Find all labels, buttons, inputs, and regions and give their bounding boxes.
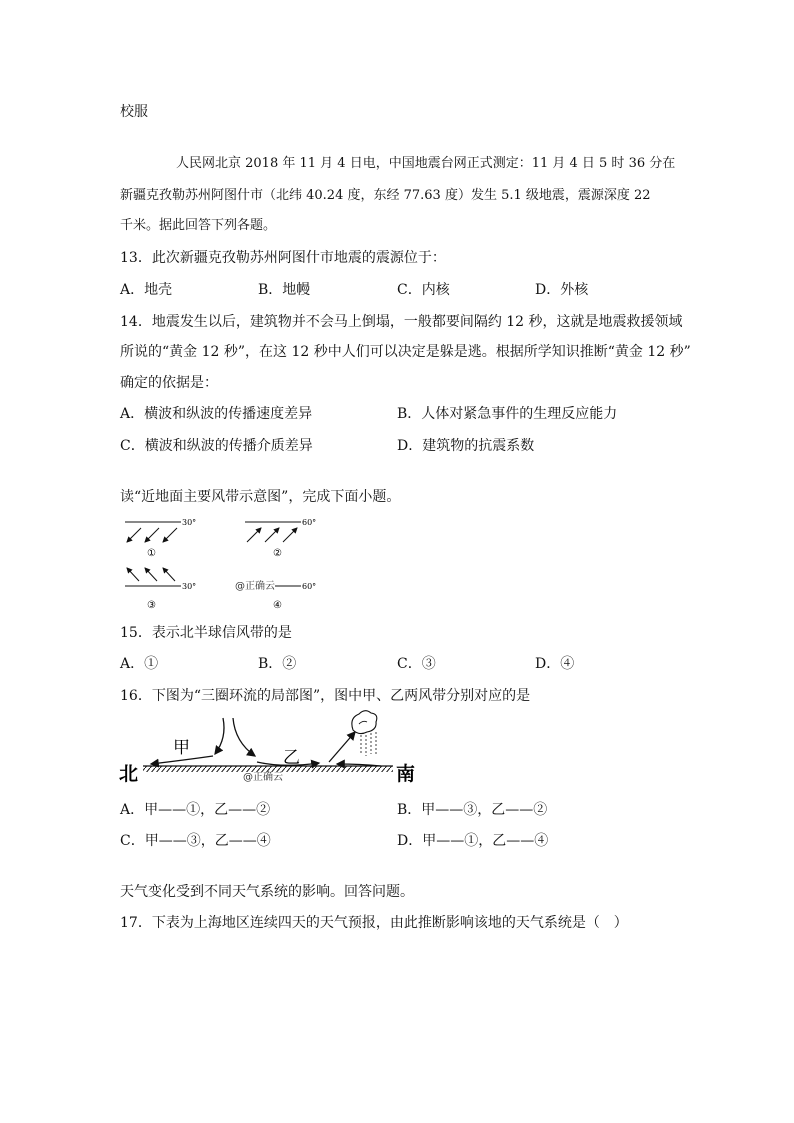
q15-option-c[interactable]: C．③ <box>397 656 436 672</box>
q14-line2: 所说的“黄金 12 秒”，在这 12 秒中人们可以决定是躲是逃。根据所学知识推断“黄金 12 秒” <box>120 344 691 360</box>
q16-option-c[interactable]: C．甲——③，乙——④ <box>120 833 271 849</box>
rain-icon <box>361 732 376 756</box>
fig1-label-1: ① <box>147 548 156 559</box>
q15-option-b[interactable]: B．② <box>258 656 297 672</box>
header-school: 校服 <box>120 104 148 120</box>
q13-option-d[interactable]: D．外核 <box>535 282 589 298</box>
fig2-watermark: @正确云 <box>243 772 283 783</box>
fig2-north-label: 北 <box>119 763 139 785</box>
q14-option-d[interactable]: D．建筑物的抗震系数 <box>397 438 535 454</box>
q15-option-a[interactable]: A．① <box>120 656 159 672</box>
q16-option-a[interactable]: A．甲——①，乙——② <box>120 802 271 818</box>
q14-option-b[interactable]: B．人体对紧急事件的生理反应能力 <box>397 406 618 422</box>
fig1-lat-60-b: 60° <box>302 582 317 591</box>
fig2-jia-label: 甲 <box>173 738 190 758</box>
q14-option-c[interactable]: C．横波和纵波的传播介质差异 <box>120 438 313 454</box>
q16-option-d[interactable]: D．甲——①，乙——④ <box>397 833 549 849</box>
fig2-yi-label: 乙 <box>283 748 300 768</box>
fig1-watermark: @正确云 <box>235 581 275 592</box>
fig1-label-2: ② <box>273 548 282 559</box>
fig1-lat-30-a: 30° <box>182 518 197 527</box>
q14-line3: 确定的依据是： <box>120 375 218 391</box>
q16-option-b[interactable]: B．甲——③，乙——② <box>397 802 548 818</box>
q13-stem: 13．此次新疆克孜勒苏州阿图什市地震的震源位于： <box>120 250 446 266</box>
passage1-line3: 千米。据此回答下列各题。 <box>120 218 277 233</box>
fig1-lat-30-b: 30° <box>182 582 197 591</box>
q15-option-d[interactable]: D．④ <box>535 656 575 672</box>
fig1-label-4: ④ <box>273 600 282 611</box>
passage1-line1: 人民网北京 2018 年 11 月 4 日电，中国地震台网正式测定：11 月 4 日 5 时 36 分在 <box>176 156 676 171</box>
fig1-label-3: ③ <box>147 600 156 611</box>
fig2-south-label: 南 <box>396 763 416 785</box>
wind-belt-diagram <box>115 512 330 614</box>
fig1-lat-60-a: 60° <box>302 518 317 527</box>
q13-option-a[interactable]: A．地壳 <box>120 282 173 298</box>
q14-line1: 14．地震发生以后，建筑物并不会马上倒塌，一般都要间隔约 12 秒，这就是地震救援领域 <box>120 314 683 330</box>
q16-stem: 16．下图为“三圈环流的局部图”，图中甲、乙两风带分别对应的是 <box>120 688 531 704</box>
passage1-line2: 新疆克孜勒苏州阿图什市（北纬 40.24 度，东经 77.63 度）发生 5.1 级地震，震源深度 22 <box>120 188 651 203</box>
q17-stem: 17．下表为上海地区连续四天的天气预报，由此推断影响该地的天气系统是（ ） <box>120 915 628 931</box>
intro-weather-systems: 天气变化受到不同天气系统的影响。回答问题。 <box>120 884 414 900</box>
intro-wind-belts: 读“近地面主要风带示意图”，完成下面小题。 <box>120 489 401 505</box>
cloud-icon <box>352 711 377 734</box>
q15-stem: 15．表示北半球信风带的是 <box>120 625 292 641</box>
circulation-diagram <box>115 708 425 788</box>
q13-option-c[interactable]: C．内核 <box>397 282 450 298</box>
q14-option-a[interactable]: A．横波和纵波的传播速度差异 <box>120 406 313 422</box>
q13-option-b[interactable]: B．地幔 <box>258 282 311 298</box>
